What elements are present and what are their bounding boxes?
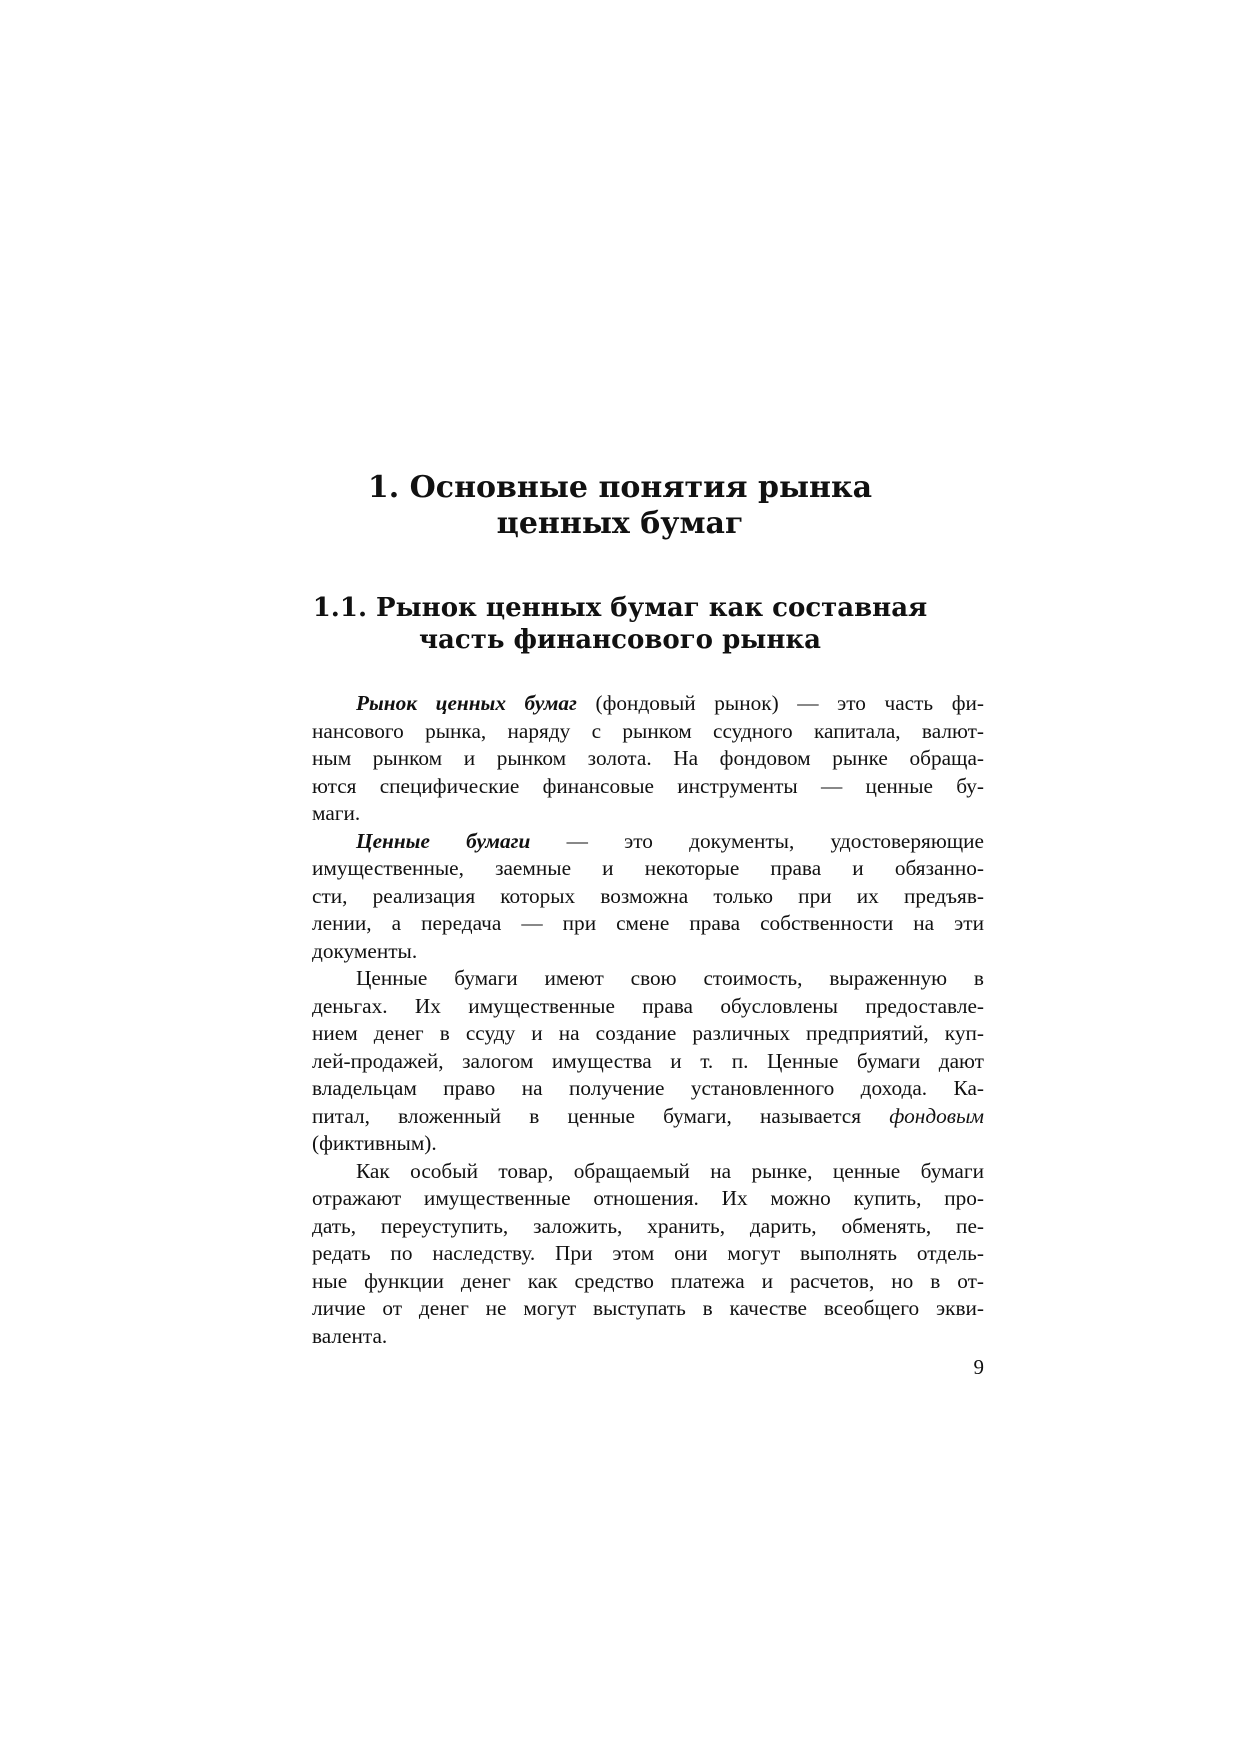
text-line-content: — это документы, удостоверяющие — [530, 828, 984, 853]
text-line: валента. — [312, 1323, 388, 1348]
text-line: Ценные бумаги имеют свою стоимость, выраженную в — [356, 966, 984, 990]
term-securities: Ценные бумаги — [356, 828, 531, 853]
text-line — [312, 828, 984, 856]
text-line: ным рынком и рынком золота. На фондовом рынке обраща- — [312, 746, 984, 770]
text-line: нием денег в ссуду и на создание различных предприятий, куп- — [312, 1021, 984, 1045]
section-title — [270, 592, 970, 656]
text-line: (фиктивным). — [312, 1131, 437, 1155]
term-fund-capital: фондовым — [889, 1103, 984, 1128]
text-line — [312, 690, 984, 718]
text-line: ные функции денег как средство платежа и расчетов, но в от- — [312, 1268, 984, 1293]
text-line: владельцам право на получение установленного дохода. Ка- — [312, 1076, 984, 1100]
text-line: Как особый товар, обращаемый на рынке, ценные бумаги — [356, 1158, 984, 1183]
text-line: деньгах. Их имущественные права обусловлены предоставле- — [312, 993, 984, 1018]
paragraph-securities-market — [312, 690, 984, 828]
chapter-title-line-1: 1. Основные понятия рынка — [367, 470, 873, 505]
text-line: сти, реализация которых возможна только при их предъяв- — [312, 883, 984, 908]
page-number: 9 — [973, 1355, 984, 1379]
text-line: нансового рынка, наряду с рынком ссудного капитала, валют- — [312, 718, 984, 743]
term-securities-market: Рынок ценных бумаг — [356, 691, 577, 715]
chapter-title-line-2: ценных бумаг — [496, 506, 744, 541]
text-line-content: питал, вложенный в ценные бумаги, называется — [312, 1103, 890, 1128]
section-title-line-1: 1.1. Рынок ценных бумаг как составная — [312, 593, 928, 623]
text-line: ются специфические финансовые инструменты — ценные бу- — [312, 773, 984, 798]
text-line: документы. — [312, 938, 418, 963]
text-line: лении, а передача — при смене права собственности на эти — [312, 911, 984, 935]
text-line: дать, переуступить, заложить, хранить, дарить, обменять, пе- — [312, 1213, 984, 1238]
text-line: маги. — [312, 801, 361, 825]
text-line-content: (фондовый рынок) — это часть фи- — [576, 691, 984, 715]
text-line: лей-продажей, залогом имущества и т. п. Ценные бумаги дают — [312, 1048, 984, 1073]
body-text — [312, 690, 984, 1350]
text-line: отражают имущественные отношения. Их можно купить, про- — [312, 1186, 984, 1210]
paragraph-securities-definition — [312, 828, 984, 966]
text-line: имущественные, заемные и некоторые права и обязанно- — [312, 856, 984, 880]
text-line: редать по наследству. При этом они могут выполнять отдель- — [312, 1241, 984, 1265]
section-title-line-2: часть финансового рынка — [419, 625, 821, 655]
text-line — [312, 1103, 984, 1131]
paragraph-securities-commodity — [312, 1158, 984, 1351]
paragraph-securities-value — [312, 965, 984, 1158]
chapter-title — [270, 470, 970, 542]
text-line: личие от денег не могут выступать в качестве всеобщего экви- — [312, 1296, 984, 1320]
